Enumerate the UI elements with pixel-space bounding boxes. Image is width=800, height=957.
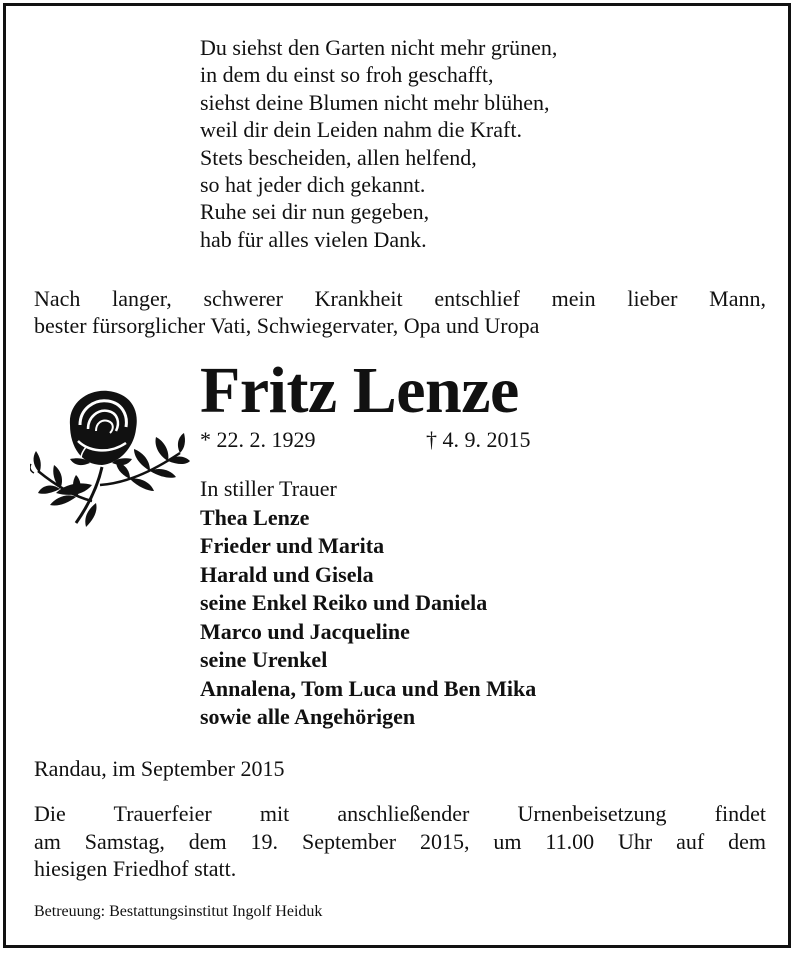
intro-line: bester fürsorglicher Vati, Schwiegervater, Opa und Uropa — [34, 313, 540, 338]
place-date: Randau, im September 2015 — [34, 756, 285, 781]
intro-line: Nach langer, schwerer Krankheit entschlief mein lieber Mann, — [34, 286, 766, 311]
funeral-line: hiesigen Friedhof statt. — [34, 856, 237, 881]
poem-line: siehst deine Blumen nicht mehr blühen, — [200, 89, 550, 115]
deceased-name: Fritz Lenze — [200, 354, 519, 427]
mourner-name: seine Enkel Reiko und Daniela — [200, 590, 488, 615]
funeral-home-credit: Betreuung: Bestattungsinstitut Ingolf Heiduk — [34, 903, 323, 920]
life-dates — [200, 427, 531, 453]
poem — [200, 34, 557, 253]
mourners-block — [200, 475, 536, 732]
funeral-line: Die Trauerfeier mit anschließender Urnenbeisetzung findet — [34, 801, 766, 826]
mourner-name: seine Urenkel — [200, 647, 328, 672]
mourner-name: sowie alle Angehörigen — [200, 704, 416, 729]
rose-icon — [30, 385, 190, 527]
poem-line: Du siehst den Garten nicht mehr grünen, — [200, 35, 558, 60]
funeral-line: am Samstag, dem 19. September 2015, um 11.00 Uhr auf dem — [34, 828, 766, 854]
poem-line: so hat jeder dich gekannt. — [200, 172, 426, 198]
poem-line: Stets bescheiden, allen helfend, — [200, 144, 477, 170]
mourner-name: Marco und Jacqueline — [200, 618, 410, 644]
funeral-info — [34, 800, 766, 883]
mourner-name: Harald und Gisela — [200, 561, 374, 587]
mourner-name: Frieder und Marita — [200, 533, 385, 558]
mourners-heading: In stiller Trauer — [200, 476, 337, 501]
mourner-name: Annalena, Tom Luca und Ben Mika — [200, 675, 537, 701]
poem-line: hab für alles vielen Dank. — [200, 226, 427, 252]
birth-date: * 22. 2. 1929 — [200, 427, 316, 452]
intro-text — [34, 285, 766, 339]
poem-line: in dem du einst so froh geschafft, — [200, 62, 494, 88]
death-date: † 4. 9. 2015 — [426, 427, 531, 452]
mourner-name: Thea Lenze — [200, 504, 310, 530]
poem-line: weil dir dein Leiden nahm die Kraft. — [200, 117, 522, 143]
poem-line: Ruhe sei dir nun gegeben, — [200, 199, 430, 225]
